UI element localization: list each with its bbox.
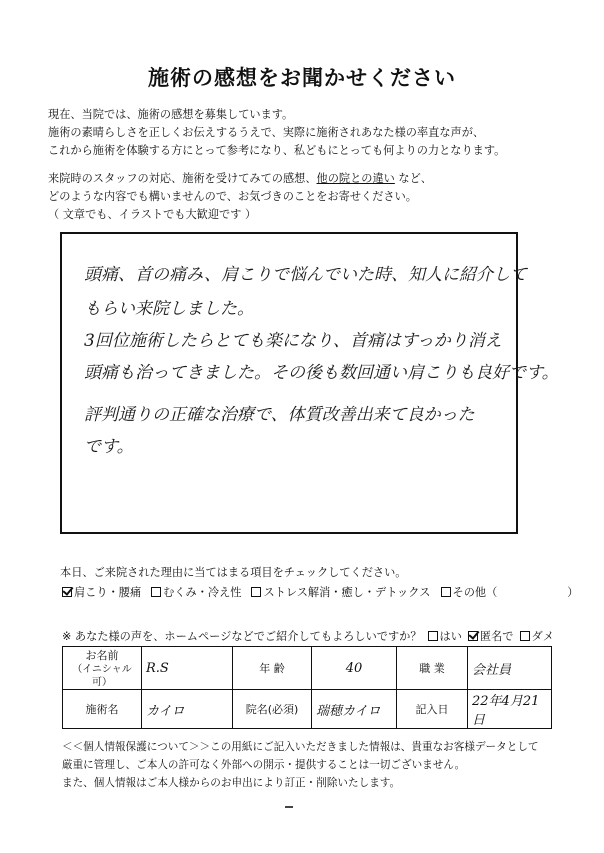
checkbox[interactable] [251,587,261,597]
name-label: お名前 [85,649,119,662]
permission-label: 匿名で [479,630,514,643]
checkbox[interactable] [428,631,438,641]
table-row [63,690,552,729]
clinic-label: 院名(必須) [233,690,312,729]
name-field[interactable]: R.S [142,647,233,690]
request-text [48,170,432,224]
intro-line: 施術の素晴らしさを正しくお伝えするうえで、実際に施術されあなた様の率直な声が、 [48,126,485,139]
handwritten-line: もらい来院しました。 [84,299,254,319]
permission-anonymous[interactable] [468,628,514,644]
handwritten-line: 評判通りの正確な治療で、体質改善出来て良かった [84,405,475,425]
request-line-1 [48,170,432,188]
reason-label: その他（ [452,586,498,599]
reason-prompt: 本日、ご来院された理由に当てはまる項目をチェックしてください。 [60,566,407,579]
page-mark [285,806,293,808]
handwritten-line: 頭痛も治ってきました。その後も数回通い肩こりも良好です。 [84,363,559,383]
permission-label: ダメ [531,630,554,643]
request-line-2: どのような内容でも構いませんので、お気づきのことをお寄せください。 [48,190,417,203]
info-table [62,646,552,729]
reason-option-katakori[interactable] [62,584,141,600]
handwritten-line: 3回位施術したらとても楽になり、首痛はすっかり消え [84,331,502,351]
reason-checklist [62,584,578,600]
reason-option-mukumi[interactable] [151,584,241,600]
permission-yes[interactable] [428,628,462,644]
checkbox[interactable] [441,587,451,597]
name-label-cell [63,647,142,690]
reason-option-other[interactable] [441,584,579,600]
handwritten-line: です。 [84,437,134,457]
age-label: 年 齢 [233,647,312,690]
form-title: 施術の感想をお聞かせください [148,66,456,90]
clinic-field[interactable]: 瑞穂カイロ [312,690,397,729]
privacy-line: ＜＜個人情報保護について＞＞この用紙にご記入いただきました情報は、貴重なお客様データとして [62,741,539,753]
permission-no[interactable] [520,628,554,644]
checkbox[interactable] [151,587,161,597]
reason-label: 肩こり・腰痛 [74,586,142,599]
intro-text [48,106,505,160]
intro-line: 現在、当院では、施術の感想を募集しています。 [48,108,294,121]
reason-label: むくみ・冷え性 [163,586,242,599]
treatment-label: 施術名 [63,690,142,729]
request-underlined: 他の院との違い [316,172,395,185]
privacy-line: 厳重に管理し、ご本人の許可なく外部への開示・提供することは一切ございません。 [62,759,466,771]
age-field[interactable]: 40 [312,647,397,690]
name-sublabel: （イニシャル可） [72,664,132,688]
permission-label: はい [439,630,462,643]
handwritten-line: 頭痛、首の痛み、肩こりで悩んでいた時、知人に紹介して [84,265,528,285]
privacy-notice [62,738,539,792]
treatment-field[interactable]: カイロ [142,690,233,729]
permission-row [62,628,554,644]
date-label: 記入日 [397,690,468,729]
reason-other-close: ） [567,586,579,599]
request-line-1-pre: 来院時のスタッフの対応、施術を受けてみての感想、 [48,172,317,185]
reason-option-stress[interactable] [251,584,430,600]
intro-line: これから施術を体験する方にとって参考になり、私どもにとっても何よりの力となります。 [48,144,506,157]
checkbox[interactable] [468,631,478,641]
checkbox[interactable] [520,631,530,641]
job-field[interactable]: 会社員 [468,647,552,690]
privacy-line: また、個人情報はご本人様からのお申出により訂正・削除いたします。 [62,777,401,789]
comment-box[interactable] [60,232,559,534]
checkbox[interactable] [62,587,72,597]
permission-question: ※ あなた様の声を、ホームページなどでご紹介してもよろしいですか？ [62,630,422,643]
request-line-1-post: など、 [394,172,432,185]
job-label: 職 業 [397,647,468,690]
reason-label: ストレス解消・癒し・デトックス [263,586,431,599]
request-line-3: （ 文章でも、イラストでも大歓迎です ） [48,208,257,221]
date-field[interactable]: 22年4月21日 [468,690,552,729]
table-row [63,647,552,690]
